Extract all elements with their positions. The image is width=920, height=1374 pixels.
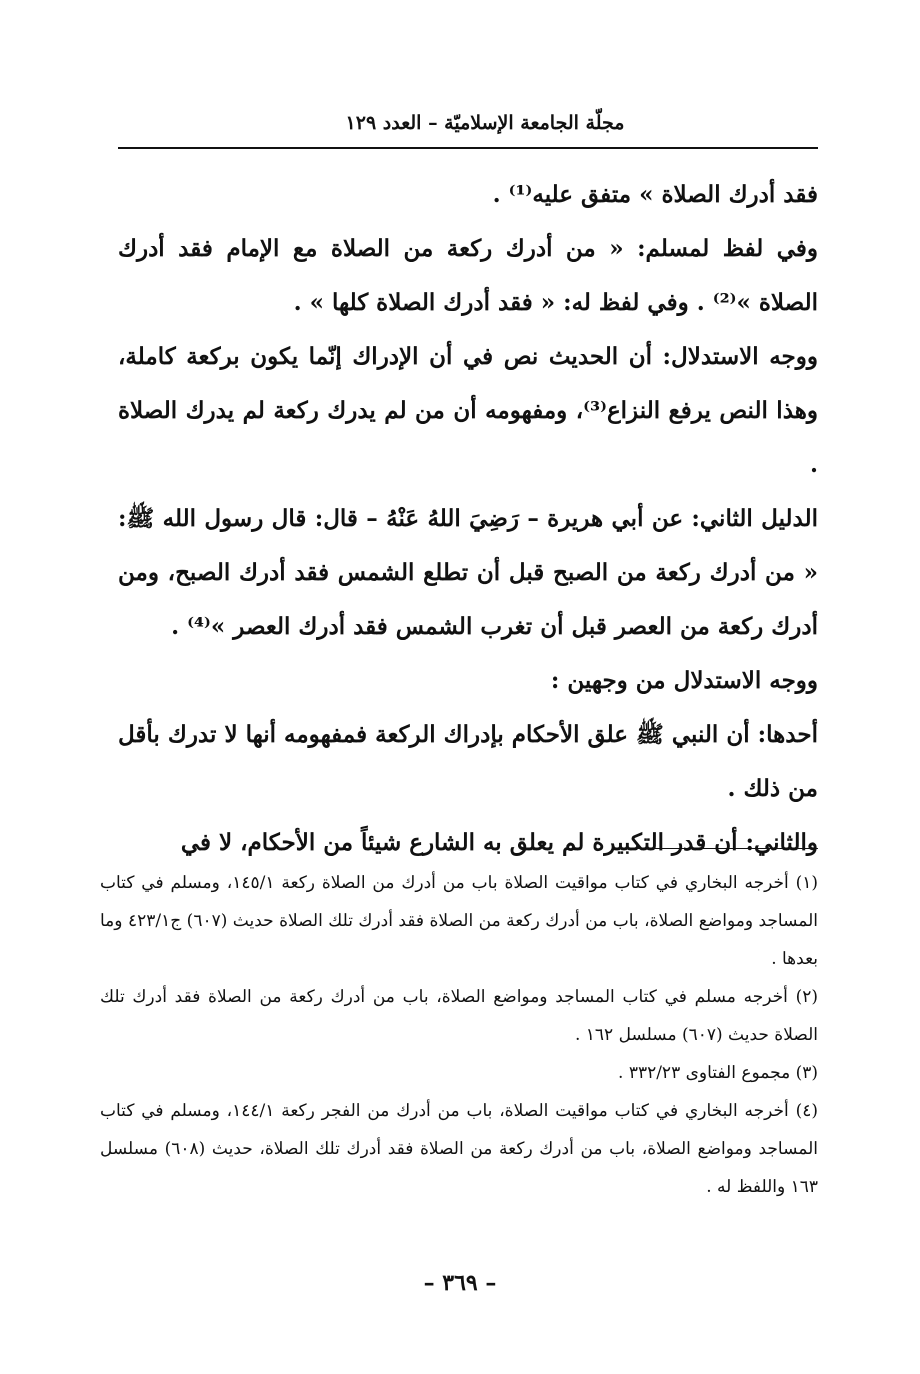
footnote-1 [100, 864, 818, 978]
footnote-text: مجموع الفتاوى ٣٣٢/٢٣ . [618, 1063, 791, 1083]
page-number: – ٣٦٩ – [423, 1270, 497, 1296]
footnote-rule [620, 848, 818, 849]
footnote-text: أخرجه مسلم في كتاب المساجد ومواضع الصلاة، باب من أدرك ركعة من الصلاة فقد أدرك تلك الصلاة حديث (٦٠٧) مسلسل ١٦٢ . [100, 987, 818, 1045]
paragraph-3: ووجه الاستدلال: أن الحديث نص في أن الإدراك إنّما يكون بركعة كاملة، وهذا النص يرفع النزاع⁽³⁾، ومفهومه أن من لم يدرك ركعة لم يدرك الصلاة . [118, 343, 819, 478]
footnote-number: (٣) [795, 1063, 818, 1083]
main-text [118, 168, 818, 870]
running-header: مجلّة الجامعة الإسلاميّة – العدد ١٢٩ [345, 112, 625, 134]
paragraph-6: أحدها: أن النبي ﷺ علق الأحكام بإدراك الركعة فمفهومه أنها لا تدرك بأقل من ذلك . [118, 721, 818, 802]
paragraph-1: فقد أدرك الصلاة » متفق عليه⁽¹⁾ . [492, 181, 818, 208]
paragraph-7: والثاني: أن قدر التكبيرة لم يعلق به الشارع شيئاً من الأحكام، لا في [180, 829, 818, 856]
header-rule [118, 147, 818, 149]
footnotes [100, 864, 818, 1206]
paragraph-5: ووجه الاستدلال من وجهين : [550, 667, 818, 694]
footnote-number: (٤) [795, 1101, 818, 1121]
paragraph-4: الدليل الثاني: عن أبي هريرة – رَضِيَ اللهُ عَنْهُ – قال: قال رسول الله ﷺ: « من أدرك ركعة من الصبح قبل أن تطلع الشمس فقد أدرك الصبح، ومن أدرك ركعة من العصر قبل أن تغرب الشمس فقد أدرك العصر »⁽⁴⁾ . [118, 505, 818, 640]
footnote-4 [100, 1092, 818, 1206]
paragraph-2: وفي لفظ لمسلم: « من أدرك ركعة من الصلاة مع الإمام فقد أدرك الصلاة »⁽²⁾ . وفي لفظ له: « فقد أدرك الصلاة كلها » . [118, 235, 818, 316]
footnote-text: أخرجه البخاري في كتاب مواقيت الصلاة باب من أدرك من الصلاة ركعة ١٤٥/١، ومسلم في كتاب المساجد ومواضع الصلاة، باب من أدرك ركعة من الصلاة فقد أدرك تلك الصلاة حديث (٦٠٧) ج٤٢٣/١ وما بعدها . [100, 873, 819, 969]
footnote-number: (٢) [795, 987, 818, 1007]
footnote-2 [100, 978, 818, 1054]
footnote-number: (١) [795, 873, 818, 893]
footnote-3 [100, 1054, 818, 1092]
footnote-text: أخرجه البخاري في كتاب مواقيت الصلاة، باب من أدرك من الفجر ركعة ١٤٤/١، ومسلم في كتاب المساجد ومواضع الصلاة، باب من أدرك ركعة من الصلاة فقد أدرك تلك الصلاة، حديث (٦٠٨) مسلسل ١٦٣ واللفظ له . [100, 1101, 818, 1197]
